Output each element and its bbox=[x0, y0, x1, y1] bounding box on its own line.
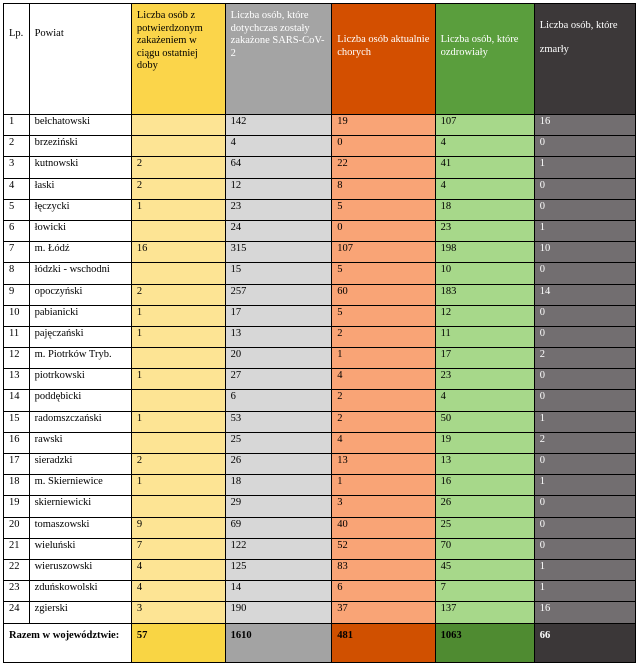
cell-new-cases bbox=[131, 136, 225, 157]
cell-currently-sick: 40 bbox=[332, 517, 435, 538]
cell-currently-sick: 1 bbox=[332, 475, 435, 496]
cell-total-infected: 27 bbox=[225, 369, 332, 390]
cell-currently-sick: 107 bbox=[332, 242, 435, 263]
cell-currently-sick: 37 bbox=[332, 602, 435, 623]
cell-powiat: m. Skierniewice bbox=[29, 475, 131, 496]
cell-powiat: łódzki - wschodni bbox=[29, 263, 131, 284]
cell-total-infected: 13 bbox=[225, 326, 332, 347]
cell-currently-sick: 2 bbox=[332, 390, 435, 411]
total-deaths: 66 bbox=[534, 623, 635, 662]
cell-powiat: pabianicki bbox=[29, 305, 131, 326]
cell-powiat: kutnowski bbox=[29, 157, 131, 178]
table-row bbox=[4, 475, 636, 496]
cell-lp: 5 bbox=[4, 199, 30, 220]
cell-currently-sick: 0 bbox=[332, 220, 435, 241]
cell-powiat: tomaszowski bbox=[29, 517, 131, 538]
cell-deaths: 1 bbox=[534, 475, 635, 496]
cell-lp: 21 bbox=[4, 538, 30, 559]
cell-deaths: 0 bbox=[534, 517, 635, 538]
cell-recovered: 25 bbox=[435, 517, 534, 538]
cell-new-cases: 1 bbox=[131, 326, 225, 347]
cell-currently-sick: 5 bbox=[332, 263, 435, 284]
cell-recovered: 41 bbox=[435, 157, 534, 178]
cell-total-infected: 12 bbox=[225, 178, 332, 199]
cell-new-cases: 2 bbox=[131, 284, 225, 305]
cell-deaths: 1 bbox=[534, 559, 635, 580]
cell-lp: 11 bbox=[4, 326, 30, 347]
cell-currently-sick: 2 bbox=[332, 326, 435, 347]
cell-total-infected: 15 bbox=[225, 263, 332, 284]
cell-new-cases bbox=[131, 263, 225, 284]
cell-recovered: 12 bbox=[435, 305, 534, 326]
cell-lp: 3 bbox=[4, 157, 30, 178]
table-row bbox=[4, 178, 636, 199]
table-row bbox=[4, 538, 636, 559]
cell-currently-sick: 13 bbox=[332, 454, 435, 475]
cell-currently-sick: 0 bbox=[332, 136, 435, 157]
cell-lp: 9 bbox=[4, 284, 30, 305]
cell-lp: 23 bbox=[4, 581, 30, 602]
cell-total-infected: 142 bbox=[225, 115, 332, 136]
cell-powiat: łaski bbox=[29, 178, 131, 199]
cell-recovered: 183 bbox=[435, 284, 534, 305]
cell-currently-sick: 4 bbox=[332, 369, 435, 390]
cell-recovered: 4 bbox=[435, 178, 534, 199]
cell-total-infected: 20 bbox=[225, 348, 332, 369]
cell-powiat: bełchatowski bbox=[29, 115, 131, 136]
cell-new-cases: 2 bbox=[131, 178, 225, 199]
header-new-cases: Liczba osób z potwierdzonym zakażeniem w ciągu ostatniej doby bbox=[131, 4, 225, 115]
cell-currently-sick: 5 bbox=[332, 199, 435, 220]
cell-lp: 14 bbox=[4, 390, 30, 411]
total-recovered: 1063 bbox=[435, 623, 534, 662]
cell-lp: 19 bbox=[4, 496, 30, 517]
cell-new-cases: 2 bbox=[131, 454, 225, 475]
cell-new-cases bbox=[131, 115, 225, 136]
cell-total-infected: 26 bbox=[225, 454, 332, 475]
covid-stats-table bbox=[3, 3, 636, 663]
cell-lp: 20 bbox=[4, 517, 30, 538]
cell-total-infected: 64 bbox=[225, 157, 332, 178]
cell-powiat: m. Łódź bbox=[29, 242, 131, 263]
cell-recovered: 16 bbox=[435, 475, 534, 496]
cell-total-infected: 257 bbox=[225, 284, 332, 305]
cell-total-infected: 122 bbox=[225, 538, 332, 559]
cell-new-cases: 3 bbox=[131, 602, 225, 623]
cell-powiat: opoczyński bbox=[29, 284, 131, 305]
cell-powiat: pajęczański bbox=[29, 326, 131, 347]
header-powiat: Powiat bbox=[29, 4, 131, 115]
cell-recovered: 4 bbox=[435, 390, 534, 411]
table-row bbox=[4, 602, 636, 623]
cell-total-infected: 125 bbox=[225, 559, 332, 580]
table-row bbox=[4, 581, 636, 602]
table-row bbox=[4, 411, 636, 432]
cell-deaths: 16 bbox=[534, 602, 635, 623]
table-row bbox=[4, 284, 636, 305]
cell-lp: 2 bbox=[4, 136, 30, 157]
cell-total-infected: 25 bbox=[225, 432, 332, 453]
cell-currently-sick: 22 bbox=[332, 157, 435, 178]
cell-currently-sick: 52 bbox=[332, 538, 435, 559]
cell-powiat: piotrkowski bbox=[29, 369, 131, 390]
cell-currently-sick: 8 bbox=[332, 178, 435, 199]
cell-recovered: 4 bbox=[435, 136, 534, 157]
cell-deaths: 2 bbox=[534, 348, 635, 369]
table-row bbox=[4, 496, 636, 517]
cell-deaths: 0 bbox=[534, 538, 635, 559]
cell-new-cases: 1 bbox=[131, 305, 225, 326]
cell-lp: 4 bbox=[4, 178, 30, 199]
cell-lp: 16 bbox=[4, 432, 30, 453]
cell-powiat: m. Piotrków Tryb. bbox=[29, 348, 131, 369]
table-row bbox=[4, 305, 636, 326]
cell-total-infected: 17 bbox=[225, 305, 332, 326]
cell-powiat: poddębicki bbox=[29, 390, 131, 411]
header-deaths-line2: zmarły bbox=[539, 43, 569, 55]
table-row bbox=[4, 157, 636, 178]
table-row bbox=[4, 199, 636, 220]
cell-powiat: wieluński bbox=[29, 538, 131, 559]
cell-new-cases: 2 bbox=[131, 157, 225, 178]
cell-deaths: 0 bbox=[534, 326, 635, 347]
cell-deaths: 1 bbox=[534, 220, 635, 241]
table-row bbox=[4, 559, 636, 580]
total-currently-sick: 481 bbox=[332, 623, 435, 662]
cell-new-cases: 1 bbox=[131, 411, 225, 432]
cell-new-cases bbox=[131, 390, 225, 411]
cell-new-cases bbox=[131, 220, 225, 241]
cell-lp: 6 bbox=[4, 220, 30, 241]
cell-lp: 12 bbox=[4, 348, 30, 369]
cell-lp: 22 bbox=[4, 559, 30, 580]
cell-total-infected: 190 bbox=[225, 602, 332, 623]
cell-total-infected: 14 bbox=[225, 581, 332, 602]
cell-currently-sick: 4 bbox=[332, 432, 435, 453]
cell-total-infected: 4 bbox=[225, 136, 332, 157]
table-row bbox=[4, 432, 636, 453]
cell-new-cases: 1 bbox=[131, 199, 225, 220]
cell-new-cases: 4 bbox=[131, 581, 225, 602]
cell-deaths: 0 bbox=[534, 454, 635, 475]
cell-recovered: 11 bbox=[435, 326, 534, 347]
cell-powiat: wieruszowski bbox=[29, 559, 131, 580]
cell-recovered: 107 bbox=[435, 115, 534, 136]
cell-new-cases: 1 bbox=[131, 369, 225, 390]
table-row bbox=[4, 390, 636, 411]
cell-recovered: 45 bbox=[435, 559, 534, 580]
cell-new-cases bbox=[131, 432, 225, 453]
cell-powiat: łęczycki bbox=[29, 199, 131, 220]
header-lp: Lp. bbox=[4, 4, 30, 115]
total-new-cases: 57 bbox=[131, 623, 225, 662]
table-row bbox=[4, 242, 636, 263]
cell-total-infected: 18 bbox=[225, 475, 332, 496]
cell-deaths: 0 bbox=[534, 369, 635, 390]
cell-deaths: 0 bbox=[534, 496, 635, 517]
cell-deaths: 1 bbox=[534, 581, 635, 602]
cell-deaths: 1 bbox=[534, 157, 635, 178]
cell-currently-sick: 6 bbox=[332, 581, 435, 602]
cell-recovered: 23 bbox=[435, 369, 534, 390]
cell-currently-sick: 19 bbox=[332, 115, 435, 136]
cell-deaths: 0 bbox=[534, 305, 635, 326]
total-infected: 1610 bbox=[225, 623, 332, 662]
cell-deaths: 0 bbox=[534, 390, 635, 411]
cell-deaths: 0 bbox=[534, 136, 635, 157]
cell-recovered: 18 bbox=[435, 199, 534, 220]
cell-recovered: 50 bbox=[435, 411, 534, 432]
header-total-infected: Liczba osób, które dotychczas zostały zakażone SARS-CoV-2 bbox=[225, 4, 332, 115]
cell-recovered: 17 bbox=[435, 348, 534, 369]
header-currently-sick: Liczba osób aktualnie chorych bbox=[332, 4, 435, 115]
cell-deaths: 14 bbox=[534, 284, 635, 305]
cell-recovered: 23 bbox=[435, 220, 534, 241]
cell-powiat: zgierski bbox=[29, 602, 131, 623]
cell-lp: 7 bbox=[4, 242, 30, 263]
header-deaths bbox=[534, 4, 635, 115]
cell-total-infected: 29 bbox=[225, 496, 332, 517]
cell-new-cases bbox=[131, 496, 225, 517]
cell-currently-sick: 2 bbox=[332, 411, 435, 432]
cell-recovered: 26 bbox=[435, 496, 534, 517]
cell-lp: 24 bbox=[4, 602, 30, 623]
header-recovered: Liczba osób, które ozdrowiały bbox=[435, 4, 534, 115]
cell-recovered: 7 bbox=[435, 581, 534, 602]
table-row bbox=[4, 326, 636, 347]
cell-recovered: 19 bbox=[435, 432, 534, 453]
cell-deaths: 1 bbox=[534, 411, 635, 432]
cell-currently-sick: 1 bbox=[332, 348, 435, 369]
table-row bbox=[4, 136, 636, 157]
cell-powiat: brzeziński bbox=[29, 136, 131, 157]
cell-new-cases bbox=[131, 348, 225, 369]
cell-total-infected: 24 bbox=[225, 220, 332, 241]
cell-lp: 1 bbox=[4, 115, 30, 136]
cell-deaths: 2 bbox=[534, 432, 635, 453]
cell-total-infected: 53 bbox=[225, 411, 332, 432]
cell-powiat: radomszczański bbox=[29, 411, 131, 432]
table-row bbox=[4, 348, 636, 369]
cell-deaths: 0 bbox=[534, 178, 635, 199]
total-label: Razem w województwie: bbox=[4, 623, 132, 662]
table-row bbox=[4, 369, 636, 390]
cell-deaths: 10 bbox=[534, 242, 635, 263]
header-deaths-line1: Liczba osób, które bbox=[539, 20, 618, 31]
cell-powiat: skierniewicki bbox=[29, 496, 131, 517]
cell-lp: 10 bbox=[4, 305, 30, 326]
cell-recovered: 137 bbox=[435, 602, 534, 623]
cell-powiat: łowicki bbox=[29, 220, 131, 241]
cell-new-cases: 9 bbox=[131, 517, 225, 538]
table-row bbox=[4, 454, 636, 475]
cell-new-cases: 1 bbox=[131, 475, 225, 496]
cell-deaths: 0 bbox=[534, 263, 635, 284]
cell-recovered: 70 bbox=[435, 538, 534, 559]
cell-recovered: 13 bbox=[435, 454, 534, 475]
cell-lp: 8 bbox=[4, 263, 30, 284]
cell-total-infected: 23 bbox=[225, 199, 332, 220]
cell-new-cases: 16 bbox=[131, 242, 225, 263]
cell-powiat: rawski bbox=[29, 432, 131, 453]
cell-lp: 15 bbox=[4, 411, 30, 432]
cell-powiat: zduńskowolski bbox=[29, 581, 131, 602]
cell-total-infected: 6 bbox=[225, 390, 332, 411]
table-row bbox=[4, 220, 636, 241]
cell-total-infected: 69 bbox=[225, 517, 332, 538]
cell-deaths: 0 bbox=[534, 199, 635, 220]
cell-new-cases: 4 bbox=[131, 559, 225, 580]
cell-total-infected: 315 bbox=[225, 242, 332, 263]
cell-currently-sick: 60 bbox=[332, 284, 435, 305]
cell-powiat: sieradzki bbox=[29, 454, 131, 475]
cell-lp: 13 bbox=[4, 369, 30, 390]
cell-recovered: 198 bbox=[435, 242, 534, 263]
table-row bbox=[4, 115, 636, 136]
cell-currently-sick: 5 bbox=[332, 305, 435, 326]
cell-deaths: 16 bbox=[534, 115, 635, 136]
table-row bbox=[4, 263, 636, 284]
cell-new-cases: 7 bbox=[131, 538, 225, 559]
cell-currently-sick: 3 bbox=[332, 496, 435, 517]
header-row bbox=[4, 4, 636, 115]
cell-currently-sick: 83 bbox=[332, 559, 435, 580]
cell-lp: 18 bbox=[4, 475, 30, 496]
table-row bbox=[4, 517, 636, 538]
cell-recovered: 10 bbox=[435, 263, 534, 284]
total-row bbox=[4, 623, 636, 662]
cell-lp: 17 bbox=[4, 454, 30, 475]
